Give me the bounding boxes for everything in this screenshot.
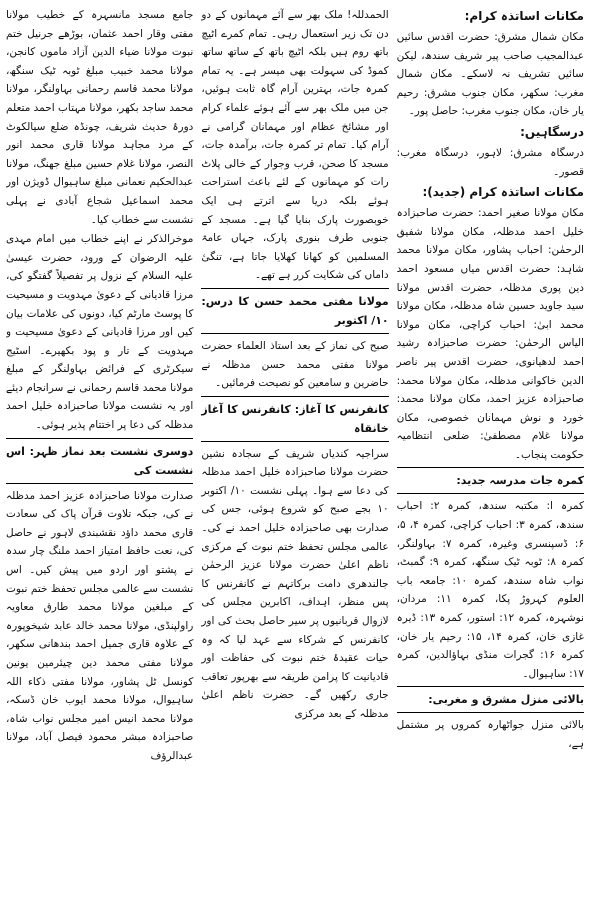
paragraph-mufti-lesson: صبح کی نماز کے بعد استاذ العلماء حضرت مولانا مفتی محمد حسن مدظلہ نے حاضرین و سامعین کو نصیحت فرمائیں۔ — [201, 339, 389, 390]
heading-teacher-houses: مکانات اساتذہ کرام: — [464, 9, 584, 23]
paragraph-upper-floor: بالائی منزل جواٹھارہ کمروں پر مشتمل ہے، — [396, 719, 584, 750]
paragraph-guest-rooms: الحمدللہ! ملک بھر سے آئے مہمانوں کے دو دن تک زیر استعمال رہی۔ تمام کمرے اٹیچ باتھ روم ہیں بلکہ اٹیچ باتھ کے ساتھ ساتھ کموڈ کی سہولت بھی میسر ہے۔ یہ تمام کمرہ جات، بہترین آرام گاہ ثابت ہوئیں، جن میں ملک بھر سے آئے ہوئے علماء کرام اور مشائخ عظام اور مہمانان گرامی نے آرام کیا۔ تمام تر کمرہ جات، برآمدہ جات، مسجد کا صحن، قرب وجوار کے خالی پلاٹ رات کو مہمانوں کے لئے باعث استراحت ہوئے بلکہ دریا سے اترتے ہی ایک خوبصورت پارک بنایا گیا ہے۔ مسجد کے جنوبی طرف بنوری پارک، جہاں عامۃ المسلمین کو کھانا کھلایا جاتا ہے، تنگیٔ داماں کی شکایت کرر ہے تھے۔ — [201, 9, 389, 282]
divider — [201, 333, 388, 334]
divider — [397, 467, 584, 468]
heading-classrooms: درسگاہیں: — [520, 124, 584, 139]
divider — [6, 438, 193, 439]
divider — [397, 493, 584, 494]
paragraph-new-madrasa-rooms: کمرہ ا: مکتبہ سندھ، کمرہ ۲: احباب سندھ، کمرہ ۳: احباب کراچی، کمرہ ۴، ۵، ۶: ڈسپنسری وغیرہ، کمرہ ۷: بہاولنگر، کمرہ ۸: ٹوبہ ٹیک سنگھ، کمرہ ۹: گمبٹ، نواب شاہ سندھ، کمرہ ۱۰: جامعہ باب العلوم کہروڑ پکا، کمرہ ۱۱: مردان، نوشہرہ، کمرہ ۱۲: استور، کمرہ ۱۳: ڈیرہ غازی خان، کمرہ ۱۴، ۱۵: رحیم یار خان، کمرہ ۱۶: گجرات منڈی بہاؤالدین، کمرہ ۱۷: ساہیوال۔ — [396, 500, 584, 680]
heading-teacher-houses-new: مکانات اساتذہ کرام (جدید): — [422, 185, 584, 200]
heading-second-session: دوسری نشست بعد نماز ظہر: اس نشست کی — [6, 444, 194, 477]
divider — [6, 483, 193, 484]
paragraph-conference-start: سراجیہ کندیاں شریف کے سجادہ نشین حضرت مولانا صاحبزادہ خلیل احمد مدظلہ کی دعا سے ہوا۔ پہلی نشست ۱۰/ اکتوبر ۱۰ بجے صبح کو شروع ہوئی، جس کی صدارت بھی صاحبزادہ خلیل احمد نے کی۔ عالمی مجلس تحفظ ختم نبوت کے مرکزی ناظم اعلیٰ حضرت مولانا عزیز الرحمٰن جالندھری دامت برکاتہم نے کانفرنس کا پس منظر، اہداف، اکابرین مجلس کی لازوال قربانیوں پر سیر حاصل بحث کی اور کانفرنس کے شرکاء سے عہد لیا کہ وہ حیات عقیدۂ ختم نبوت کی حفاظت اور قادیانیت کا پرامن طریقہ سے بھرپور تعاقب جاری رکھیں گے۔ حضرت ناظم اعلیٰ مدظلہ کے بعد مرکزی — [201, 447, 389, 720]
paragraph-second-session: صدارت مولانا صاحبزادہ عزیز احمد مدظلہ نے کی، جبکہ تلاوت قرآن پاک کی سعادت قاری محمد داؤد نقشبندی لاہور نے حاصل کی، نعت حافظ امتیاز احمد ملنگ چار سدہ نے پشتو اور اردو میں پیش کیں۔ اس نشست سے عالمی مجلس تحفظ ختم نبوت کے مبلغین مولانا محمد طارق معاویہ راولپنڈی، مولانا محمد خالد عابد شیخوپورہ کے علاوہ قاری جمیل احمد بندھانی سکھر، مولانا مفتی محمد دین چیئرمین یونین کونسل ٹل پشاور، مولانا مفتی ذکاء اللہ ساہیوال، مولانا محمد ایوب خان ڈسکہ، مولانا محمد انیس امیر مجلس نواب شاہ، صاحبزادہ مبشر محمود فیصل آباد، مولانا عبدالرؤف — [6, 489, 194, 762]
divider — [201, 441, 388, 442]
paragraph-teacher-houses: مکان شمال مشرق: حضرت اقدس سائیں عبدالمجیب صاحب پیر شریف سندھ، لیکن سائیں تشریف نہ لاسکے۔ مکان شمال مغرب: سکھر، مکان جنوب مشرق: رحیم یار خان، مکان جنوب مغرب: حاصل پور۔ — [396, 31, 584, 118]
heading-upper-floor: بالائی منزل مشرق و مغربی: — [428, 693, 584, 707]
paragraph-first-session-speakers: جامع مسجد مانسہرہ کے خطیب مولانا مفتی وقار احمد عثمان، بوڑھے جرنیل ختم نبوت مولانا ضیاء الدین آزاد ماموں کانجن، مولانا محمد خبیب مبلغ ٹوبہ ٹیک سنگھ، مولانا محمد قاسم رحمانی بہاولنگر، مولانا محمد ساجد بکھر، مولانا مہتاب احمد متعلم دورۂ حدیث شریف، چونڈہ ضلع سیالکوٹ کے مرد مجاہد مولانا قاری محمد انور النصر، مولانا غلام حسین مبلغ جھنگ، مولانا عبدالحکیم نعمانی مبلغ ساہیوال ڈویژن اور محمد اسماعیل شجاع آبادی نے پہلی نشست سے خطاب کیا۔ — [6, 9, 194, 226]
heading-new-madrasa-rooms: کمرہ جات مدرسہ جدید: — [456, 474, 584, 488]
paragraph-first-session-speech: موخرالذکر نے اپنے خطاب میں امام مہدی علیہ الرضوان کے ورود، حضرت عیسیٰ علیہ السلام کے نزول پر تفصیلاً گفتگو کی، مرزا قادیانی کے دعویٰ مہدویت و مسیحیت کا پوسٹ مارٹم کیا، دونوں کی علامات بیان کیں اور مرزا قادیانی کے دعویٰ مسیحیت و مہدویت کے تار و پود بکھیرے۔ اسٹیج سیکرٹری کے فرائض بہاولنگر کے مبلغ مولانا محمد قاسم رحمانی نے سرانجام دیئے اور یہ نشست مولانا صاحبزادہ خلیل احمد مدظلہ کی دعا پر اختتام پذیر ہوئی۔ — [6, 233, 194, 432]
divider — [397, 686, 584, 687]
divider — [201, 288, 388, 289]
paragraph-teacher-houses-new: مکان مولانا صغیر احمد: حضرت صاحبزادہ خلیل احمد مدظلہ، مکان مولانا شفیق الرحمٰن: احباب پشاور، مکان مولانا محمد شاہد: حضرت اقدس میاں مسعود احمد دین پوری مدظلہ، حضرت اقدس مولانا سید جاوید حسین شاہ مدظلہ، مکان مولانا محمد ابیٰ: احباب کراچی، مکان مولانا الیاس الرحمٰن: حضرت صاحبزادہ رشید احمد لدھیانوی، حضرت اقدس پیر ناصر الدین خاکوانی مدظلہ، مکان مولانا محمد: صاحبزادہ عزیز احمد، مکان مولانا محمد: خورد و نوش مہمانان خصوصی، مکان مولانا غلام مصطفیٰ: ضلعی انتظامیہ حکومت پنجاب۔ — [396, 207, 584, 461]
paragraph-classrooms: درسگاہ مشرق: لاہور، درسگاہ مغرب: قصور۔ — [396, 146, 584, 178]
divider — [397, 712, 584, 713]
left-column — [6, 6, 197, 920]
divider — [201, 396, 388, 397]
heading-mufti-lesson: مولانا مفتی محمد حسن کا درس: ۱۰/ اکتوبر — [201, 294, 389, 327]
right-column — [393, 6, 584, 920]
heading-conference-start: کانفرنس کا آغاز: کانفرنس کا آغاز خانقاہ — [201, 402, 389, 435]
middle-column — [197, 6, 392, 920]
column-container — [6, 6, 584, 920]
